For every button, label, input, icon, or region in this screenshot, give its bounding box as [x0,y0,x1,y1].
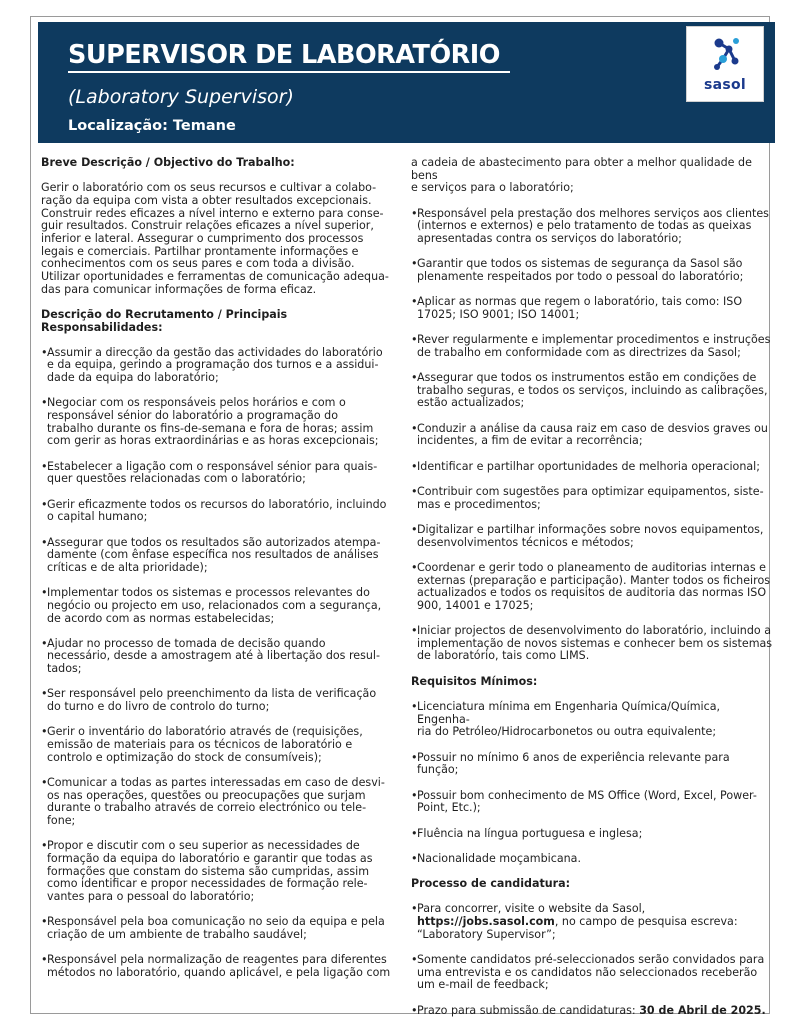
bullet-item [411,208,773,246]
bullet-dot-icon: • [41,586,48,600]
deadline-text: Prazo para submissão de candidaturas: [417,1003,640,1017]
bullet-item [411,853,773,866]
bullet-line: um e-mail de feedback; [417,978,549,992]
bullet-item [41,461,391,486]
bullet-dot-icon: • [411,700,418,714]
bullet-item [411,954,773,992]
bullet-line: Propor e discutir com o seu superior as necessidades de [47,839,360,853]
bullet-line: métodos no laboratório, quando aplicável, e pela ligação com [47,965,391,979]
apply-text: , no campo de pesquisa escreva: [554,915,738,929]
bullet-line: os nas operações, questões ou preocupações que surjam [47,788,366,802]
bullet-line: tados; [47,662,82,676]
job-title: SUPERVISOR DE LABORATÓRIO [68,40,500,70]
title-underline [68,71,510,73]
bullet-line: Identificar e partilhar oportunidades de melhoria operacional; [417,459,760,473]
bullet-line: Implementar todos os sistemas e processos relevantes do [47,586,370,600]
bullet-line: de laboratório, tais como LIMS. [417,649,590,663]
description-line: conhecimentos com os seus pares e com toda a divisão. [41,257,355,271]
bullet-line: do turno e do livro de controlo do turno; [47,700,270,714]
bullet-line: Assegurar que todos os resultados são autorizados atempa- [47,535,381,549]
bullet-line: fone; [47,813,76,827]
bullet-line: responsável sénior do laboratório a programação do [47,409,338,423]
bullet-line: Assegurar que todos os instrumentos estão em condições de [417,371,757,385]
bullet-line: trabalho durante os fins-de-semana e fora de horas; assim [47,421,374,435]
bullet-item [411,296,773,321]
right-column [411,157,773,1017]
bullet-line: Estabelecer a ligação com o responsável sénior para quais- [47,459,378,473]
bullet-line: Contribuir com sugestões para optimizar equipamentos, siste- [417,484,764,498]
bullet-line: Somente candidatos pré-seleccionados serão convidados para [417,953,765,967]
apply-line: Para concorrer, visite o website da Sasol, [417,902,646,916]
bullet-dot-icon: • [41,459,48,473]
bullet-line: Point, Etc.); [417,801,481,815]
bullet-item [411,828,773,841]
bullet-line: Comunicar a todas as partes interessadas em caso de desvi- [47,775,385,789]
bullet-line: mas e procedimentos; [417,497,541,511]
left-column [41,157,391,979]
bullet-line: Aplicar as normas que regem o laboratório, tais como: ISO [417,295,743,309]
bullet-line: uma entrevista e os candidatos não seleccionados receberão [417,965,758,979]
bullet-line: Coordenar e gerir todo o planeamento de auditorias internas e [417,560,766,574]
job-subtitle: (Laboratory Supervisor) [68,86,294,108]
section-heading-application: Processo de candidatura: [411,877,571,891]
bullet-line: com gerir as horas extraordinárias e as horas excepcionais; [47,434,379,448]
description-line: Construir redes eficazes a nível interno e externo para conse- [41,206,384,220]
bullet-line: damente (com ênfase específica nos resultados de análises [47,548,379,562]
bullet-line: negócio ou projecto em uso, relacionados com a segurança, [47,598,382,612]
bullet-dot-icon: • [41,687,48,701]
bullet-line: vantes para o pessoal do laboratório; [47,889,255,903]
bullet-line: quer questões relacionadas com o laboratório; [47,472,306,486]
bullet-dot-icon: • [411,902,418,916]
bullet-item [411,258,773,283]
bullet-dot-icon: • [411,206,418,220]
bullet-line: Responsável pela prestação dos melhores serviços aos clientes [417,206,769,220]
bullet-dot-icon: • [411,1003,418,1017]
bullet-item [411,486,773,511]
bullet-line: actualizados e todos os requisitos de auditoria das normas ISO [417,586,767,600]
sasol-logo-text: sasol [703,77,747,93]
bullet-item [41,587,391,625]
jobs-url-link[interactable]: https://jobs.sasol.com [417,915,555,929]
bullet-line: criação de um ambiente de trabalho saudável; [47,927,307,941]
bullet-line: e da equipa, gerindo a programação dos turnos e a assidui- [47,358,379,372]
bullet-line: emissão de materiais para os técnicos de laboratório e [47,738,353,752]
description-line: Utilizar oportunidades e ferramentas de comunicação adequa- [41,269,389,283]
bullet-line: Licenciatura mínima em Engenharia Química/Química, Engenha- [417,700,721,726]
bullet-line: Responsável pela normalização de reagentes para diferentes [47,953,387,967]
bullet-item [41,726,391,764]
bullet-dot-icon: • [41,636,48,650]
bullet-line: Possuir bom conhecimento de MS Office (Word, Excel, Power- [417,788,757,802]
description-line: ração da equipa com vista a obter resultados excepcionais. [41,193,372,207]
bullet-line: estão actualizados; [417,396,525,410]
description-line: inferior e lateral. Assegurar o cumprimento dos processos [41,231,364,245]
bullet-item [411,903,773,941]
bullet-item [41,777,391,828]
continuation-line: a cadeia de abastecimento para obter a melhor qualidade de bens [411,156,752,182]
bullet-dot-icon: • [41,535,48,549]
bullet-line: de trabalho em conformidade com as directrizes da Sasol; [417,345,741,359]
bullet-line: Possuir no mínimo 6 anos de experiência relevante para função; [417,750,730,777]
bullet-line: de acordo com as normas estabelecidas; [47,611,275,625]
bullet-item [41,499,391,524]
bullet-dot-icon: • [41,396,48,410]
bullet-line: (internos e externos) e pelo tratamento de todas as queixas [417,219,752,233]
bullet-line: plenamente respeitados por todo o pessoal do laboratório; [417,269,744,283]
description-line: das para comunicar informações de forma eficaz. [41,282,317,296]
bullet-dot-icon: • [411,624,418,638]
bullet-dot-icon: • [411,421,418,435]
bullet-dot-icon: • [41,345,48,359]
bullet-item [411,790,773,815]
bullet-line: Iniciar projectos de desenvolvimento do laboratório, incluindo a [417,624,771,638]
bullet-line: durante o trabalho através de correio electrónico ou tele- [47,801,367,815]
description-line: Gerir o laboratório com os seus recursos e cultivar a colabo- [41,181,377,195]
sasol-logo [686,26,764,102]
deadline-date: 30 de Abril de 2025. [639,1003,766,1017]
bullet-item [411,625,773,663]
bullet-line: Conduzir a análise da causa raiz em caso de desvios graves ou [417,421,768,435]
job-location: Localização: Temane [68,118,236,134]
bullet-line: o capital humano; [47,510,148,524]
description-line: guir resultados. Construir relações eficazes a nível superior, [41,219,374,233]
bullet-dot-icon: • [411,851,418,865]
section-heading-description: Breve Descrição / Objectivo do Trabalho: [41,156,295,169]
continuation-line: e serviços para o laboratório; [411,181,574,195]
bullet-line: 900, 14001 e 17025; [417,598,534,612]
bullet-item [411,752,773,777]
bullet-dot-icon: • [41,497,48,511]
bullet-item [41,954,391,979]
bullet-dot-icon: • [411,522,418,536]
bullet-line: externas (preparação e participação). Manter todos os ficheiros [417,573,771,587]
bullet-line: ria do Petróleo/Hidrocarbonetos ou outra equivalente; [417,725,717,739]
bullet-dot-icon: • [411,788,418,802]
bullet-dot-icon: • [411,484,418,498]
sasol-molecule-icon [711,35,741,73]
bullet-dot-icon: • [411,295,418,309]
bullet-dot-icon: • [411,750,418,764]
deadline-line [417,1005,773,1018]
bullet-line: 17025; ISO 9001; ISO 14001; [417,307,580,321]
bullet-item [41,916,391,941]
bullet-line: controlo e optimização do stock de consumíveis); [47,750,322,764]
bullet-line: Assumir a direcção da gestão das actividades do laboratório [47,345,383,359]
bullet-line: necessário, desde a amostragem até à libertação dos resul- [47,649,381,663]
bullet-item [411,1005,773,1018]
bullet-line: críticas e de alta prioridade); [47,560,208,574]
bullet-dot-icon: • [411,459,418,473]
bullet-line: como identificar e propor necessidades de formação rele- [47,877,368,891]
bullet-line: Fluência na língua portuguesa e inglesa; [417,826,643,840]
bullet-item [41,397,391,448]
bullet-line: Rever regularmente e implementar procedimentos e instruções [417,333,771,347]
bullet-line: dade da equipa do laboratório; [47,371,219,385]
bullet-line: Ser responsável pelo preenchimento da lista de verificação [47,687,377,701]
bullet-line: Gerir eficazmente todos os recursos do laboratório, incluindo [47,497,387,511]
section-heading-responsibilities: Descrição do Recrutamento / Principais Responsabilidades: [41,307,288,334]
bullet-dot-icon: • [411,953,418,967]
bullet-item [411,372,773,410]
bullet-dot-icon: • [411,333,418,347]
apply-line [417,916,773,929]
bullet-line: formações que constam do sistema são cumpridas, assim [47,864,370,878]
bullet-item [411,701,773,739]
bullet-dot-icon: • [41,953,48,967]
bullet-line: Garantir que todos os sistemas de segurança da Sasol são [417,257,743,271]
bullet-item [411,423,773,448]
bullet-item [41,638,391,676]
bullet-line: trabalho seguras, e todos os serviços, incluindo as calibrações, [417,383,768,397]
bullet-line: Digitalizar e partilhar informações sobre novos equipamentos, [417,522,764,536]
bullet-dot-icon: • [41,839,48,853]
bullet-line: desenvolvimentos técnicos e métodos; [417,535,634,549]
bullet-item [41,688,391,713]
bullet-item [411,334,773,359]
bullet-item [411,461,773,474]
bullet-item [411,524,773,549]
bullet-dot-icon: • [411,371,418,385]
apply-line: “Laboratory Supervisor”; [417,927,556,941]
bullet-dot-icon: • [411,560,418,574]
bullet-dot-icon: • [41,915,48,929]
bullet-line: formação da equipa do laboratório e garantir que todas as [47,851,373,865]
bullet-line: Negociar com os responsáveis pelos horários e com o [47,396,346,410]
bullet-item [41,840,391,903]
bullet-dot-icon: • [411,257,418,271]
bullet-line: Ajudar no processo de tomada de decisão quando [47,636,326,650]
section-heading-requirements: Requisitos Mínimos: [411,674,538,688]
bullet-dot-icon: • [411,826,418,840]
bullet-line: incidentes, a fim de evitar a recorrência; [417,434,643,448]
bullet-line: Nacionalidade moçambicana. [417,851,581,865]
bullet-line: Gerir o inventário do laboratório através de (requisições, [47,725,363,739]
bullet-item [41,537,391,575]
bullet-line: Responsável pela boa comunicação no seio da equipa e pela [47,915,385,929]
bullet-dot-icon: • [41,775,48,789]
bullet-item [41,347,391,385]
bullet-item [411,562,773,613]
bullet-line: implementação de novos sistemas e conhecer bem os sistemas [417,636,773,650]
description-line: legais e comerciais. Partilhar prontamente informações e [41,244,359,258]
bullet-line: apresentadas contra os serviços do laboratório; [417,231,682,245]
bullet-dot-icon: • [41,725,48,739]
